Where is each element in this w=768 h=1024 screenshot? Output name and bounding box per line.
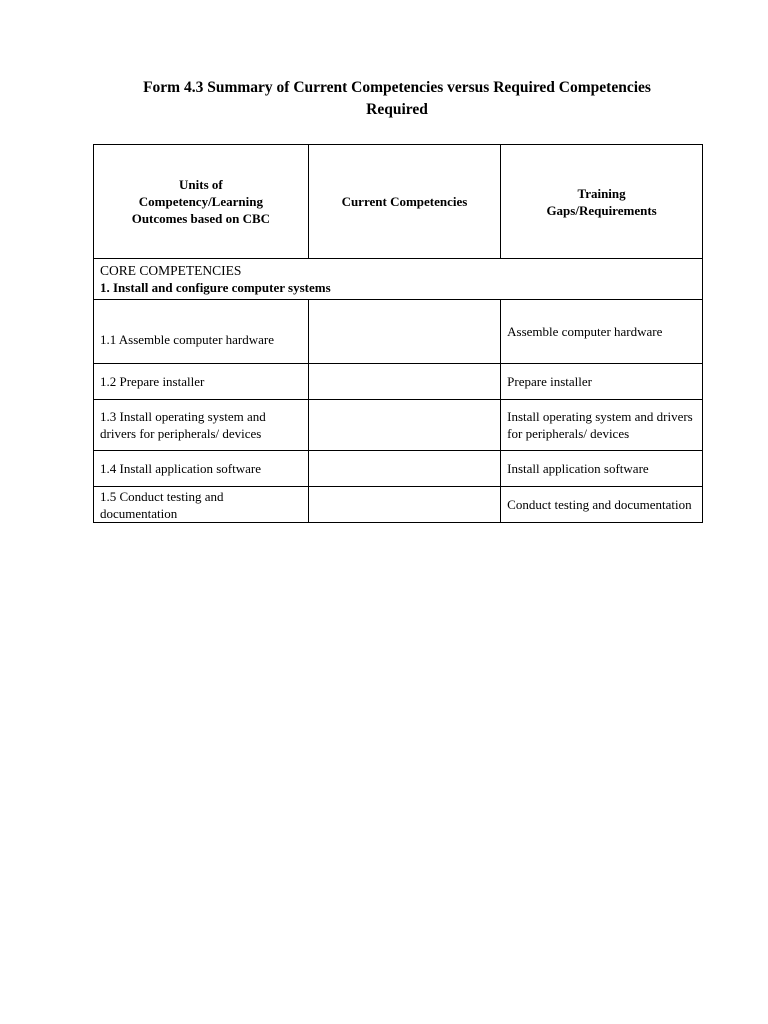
table-row — [94, 451, 703, 487]
header-gaps: Training Gaps/Requirements — [501, 145, 703, 259]
unit-cell: 1.1 Assemble computer hardware — [94, 300, 309, 364]
unit-cell: 1.3 Install operating system and drivers for peripherals/ devices — [94, 400, 309, 451]
current-cell — [308, 364, 500, 400]
table-row — [94, 300, 703, 364]
gap-cell: Assemble computer hardware — [501, 300, 703, 364]
header-units: Units of Competency/Learning Outcomes based on CBC — [94, 145, 309, 259]
current-cell — [308, 300, 500, 364]
section-subheading: 1. Install and configure computer systems — [100, 280, 331, 295]
gap-cell: Prepare installer — [501, 364, 703, 400]
current-cell — [308, 451, 500, 487]
header-current: Current Competencies — [308, 145, 500, 259]
table-row — [94, 400, 703, 451]
page-title — [90, 77, 704, 121]
gap-cell: Install operating system and drivers for peripherals/ devices — [501, 400, 703, 451]
current-cell — [308, 400, 500, 451]
page-title-line-2: Required — [366, 101, 428, 118]
gap-cell: Conduct testing and documentation — [501, 487, 703, 523]
current-cell — [308, 487, 500, 523]
section-cell — [94, 259, 703, 300]
section-row — [94, 259, 703, 300]
unit-cell: 1.5 Conduct testing and documentation — [94, 487, 309, 523]
gap-cell: Install application software — [501, 451, 703, 487]
page-title-line-1: Form 4.3 Summary of Current Competencies versus Required Competencies — [143, 79, 651, 96]
competencies-table — [93, 144, 703, 523]
section-name: CORE COMPETENCIES — [100, 263, 242, 278]
unit-cell: 1.4 Install application software — [94, 451, 309, 487]
table-header-row — [94, 145, 703, 259]
table-row — [94, 364, 703, 400]
unit-cell: 1.2 Prepare installer — [94, 364, 309, 400]
table-row — [94, 487, 703, 523]
